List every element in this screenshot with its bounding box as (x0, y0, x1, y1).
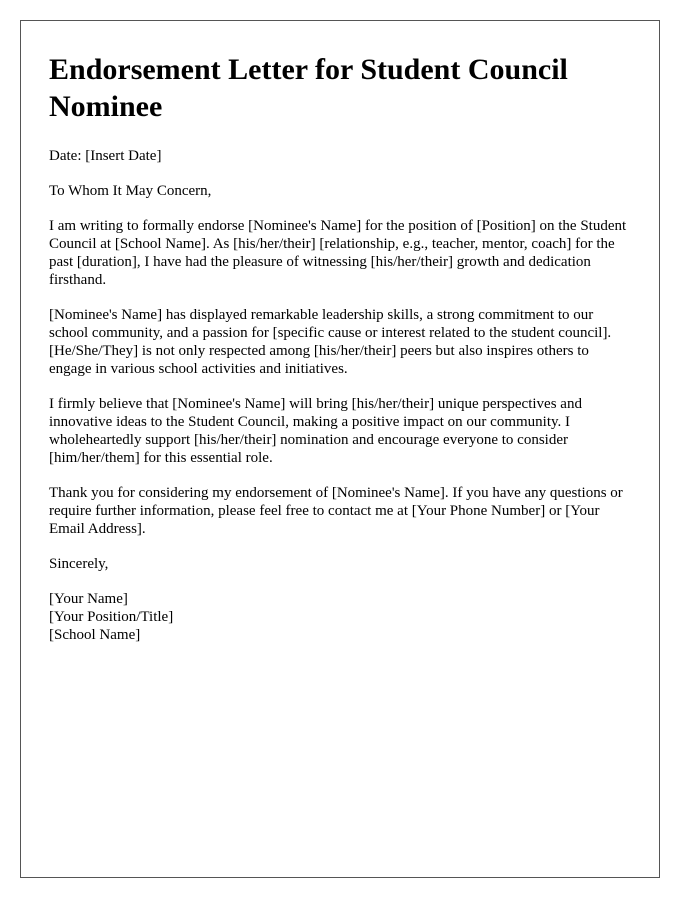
signature-name: [Your Name] (49, 591, 128, 607)
salutation: To Whom It May Concern, (49, 183, 212, 199)
paragraph-2: [Nominee's Name] has displayed remarkable leadership skills, a strong commitment to our school community, and a passion for [specific cause or interest related to the student council]. [He/She/They] is not only respected among [his/her/their] peers but also inspires others to engage in various school activities and initiatives. (49, 307, 612, 377)
letter-page (20, 20, 660, 878)
letter-body (49, 147, 631, 644)
closing: Sincerely, (49, 556, 109, 572)
signature-block (49, 590, 631, 644)
paragraph-3: I firmly believe that [Nominee's Name] will bring [his/her/their] unique perspectives and innovative ideas to the Student Council, making a positive impact on our community. I wholeheartedly support [his/her/their] nomination and encourage everyone to consider [him/her/them] for this essential role. (49, 396, 582, 466)
signature-school: [School Name] (49, 627, 141, 643)
letter-title: Endorsement Letter for Student Council Nominee (49, 53, 568, 123)
date-line: Date: [Insert Date] (49, 148, 162, 164)
paragraph-1: I am writing to formally endorse [Nominee's Name] for the position of [Position] on the Student Council at [School Name]. As [his/her/their] [relationship, e.g., teacher, mentor, coach] for the past [duration], I have had the pleasure of witnessing [his/her/their] growth and dedication firsthand. (49, 218, 627, 288)
paragraph-4: Thank you for considering my endorsement of [Nominee's Name]. If you have any questions or require further information, please feel free to contact me at [Your Phone Number] or [Your Email Address]. (49, 485, 623, 537)
signature-position: [Your Position/Title] (49, 609, 174, 625)
